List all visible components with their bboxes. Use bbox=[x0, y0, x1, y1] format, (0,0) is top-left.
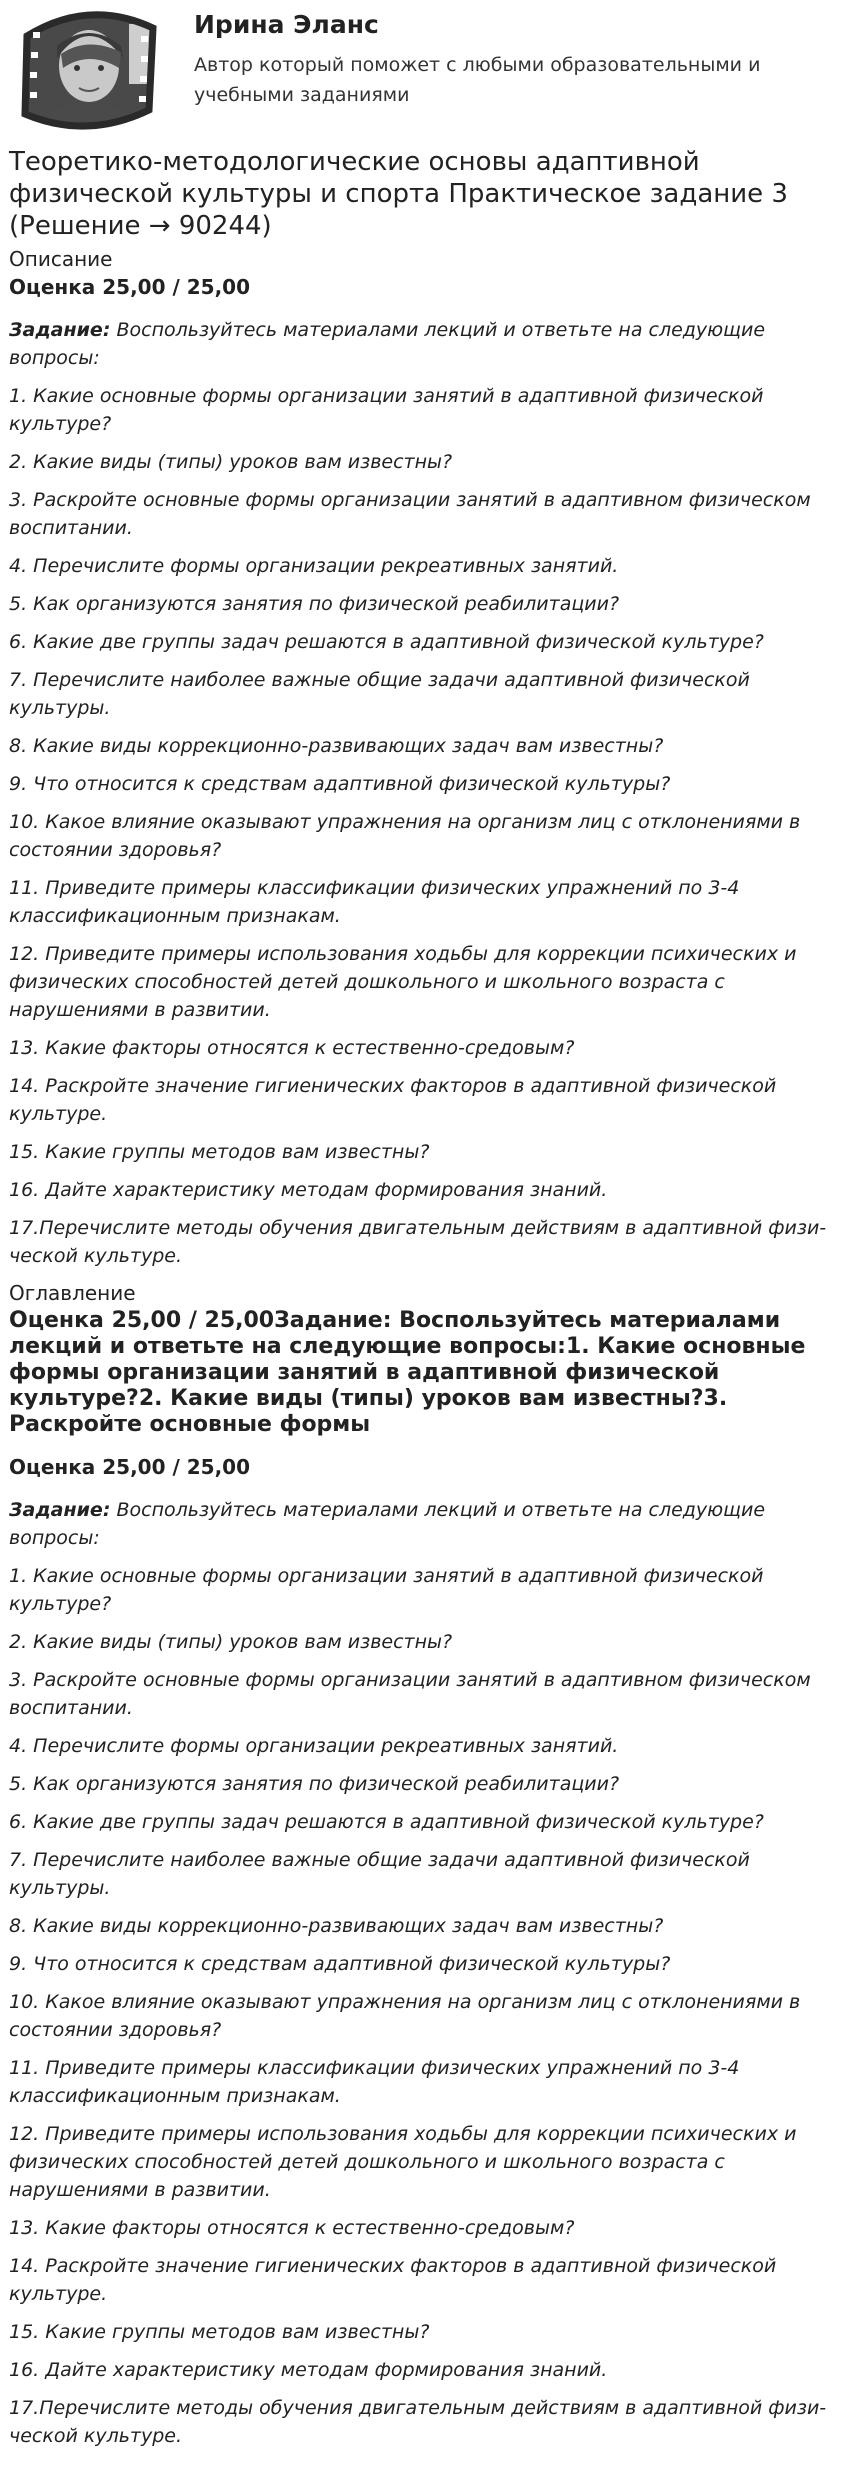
question-item: 8. Какие виды коррекционно-развивающих задач вам известны? bbox=[9, 1915, 664, 1937]
task-paragraph bbox=[9, 316, 838, 372]
question-item: 12. Приведите примеры использования ходьбы для коррекции психических и физических способностей детей дошкольного и школьного возраста с нарушениями в развитии. bbox=[9, 943, 797, 1021]
question-item: 9. Что относится к средствам адаптивной физической культуры? bbox=[9, 1953, 671, 1975]
author-name[interactable]: Ирина Эланс bbox=[194, 10, 379, 39]
question-item: 15. Какие группы методов вам известны? bbox=[9, 2321, 430, 2343]
question-item: 13. Какие факторы относятся к естественно-средовым? bbox=[9, 1037, 575, 1059]
question-item: 5. Как организуются занятия по физической реабилитации? bbox=[9, 1773, 620, 1795]
toc-section bbox=[9, 1280, 838, 2450]
page-title: Теоретико-методологические основы адаптивной физической культуры и спорта Практическое задание 3 (Решение → 90244) bbox=[9, 147, 788, 241]
question-item: 17.Перечислите методы обучения двигательным действиям в адаптивной физи-ческой культуре. bbox=[9, 2397, 827, 2447]
question-item: 8. Какие виды коррекционно-развивающих задач вам известны? bbox=[9, 735, 664, 757]
task-paragraph bbox=[9, 1496, 838, 1552]
question-list bbox=[9, 382, 838, 1270]
question-item: 11. Приведите примеры классификации физических упражнений по 3-4 классификационным признакам. bbox=[9, 877, 740, 927]
question-item: 15. Какие группы методов вам известны? bbox=[9, 1141, 430, 1163]
task-label: Задание: bbox=[9, 319, 111, 341]
task-text: Воспользуйтесь материалами лекций и ответьте на следующие вопросы: bbox=[9, 1499, 766, 1549]
question-item: 4. Перечислите формы организации рекреативных занятий. bbox=[9, 1735, 619, 1757]
question-item: 16. Дайте характеристику методам формирования знаний. bbox=[9, 2359, 608, 2381]
question-item: 10. Какое влияние оказывают упражнения на организм лиц с отклонениями в состоянии здоровья? bbox=[9, 811, 801, 861]
question-item: 11. Приведите примеры классификации физических упражнений по 3-4 классификационным признакам. bbox=[9, 2057, 740, 2107]
question-item: 10. Какое влияние оказывают упражнения на организм лиц с отклонениями в состоянии здоровья? bbox=[9, 1991, 801, 2041]
question-item: 7. Перечислите наиболее важные общие задачи адаптивной физической культуры. bbox=[9, 1849, 750, 1899]
question-item: 14. Раскройте значение гигиенических факторов в адаптивной физической культуре. bbox=[9, 1075, 777, 1125]
author-card bbox=[9, 0, 838, 146]
toc-label: Оглавление bbox=[9, 1281, 136, 1305]
question-item: 9. Что относится к средствам адаптивной физической культуры? bbox=[9, 773, 671, 795]
grade: Оценка 25,00 / 25,00 bbox=[9, 1455, 250, 1479]
question-item: 13. Какие факторы относятся к естественно-средовым? bbox=[9, 2217, 575, 2239]
task-text: Воспользуйтесь материалами лекций и ответьте на следующие вопросы: bbox=[9, 319, 766, 369]
question-item: 6. Какие две группы задач решаются в адаптивной физической культуре? bbox=[9, 1811, 764, 1833]
question-item: 5. Как организуются занятия по физической реабилитации? bbox=[9, 593, 620, 615]
description-section bbox=[9, 246, 838, 1270]
description-label: Описание bbox=[9, 247, 113, 271]
question-item: 16. Дайте характеристику методам формирования знаний. bbox=[9, 1179, 608, 1201]
question-item: 7. Перечислите наиболее важные общие задачи адаптивной физической культуры. bbox=[9, 669, 750, 719]
question-item: 1. Какие основные формы организации занятий в адаптивной физической культуре? bbox=[9, 1565, 764, 1615]
toc-heading: Оценка 25,00 / 25,00Задание: Воспользуйтесь материалами лекций и ответьте на следующие вопросы:1. Какие основные формы организации занятий в адаптивной физической культуре?2. Какие виды (типы) уроков вам известны?3. Раскройте основные формы bbox=[9, 1308, 806, 1437]
question-item: 3. Раскройте основные формы организации занятий в адаптивном физическом воспитании. bbox=[9, 1669, 811, 1719]
question-item: 4. Перечислите формы организации рекреативных занятий. bbox=[9, 555, 619, 577]
question-list bbox=[9, 1562, 838, 2450]
question-item: 17.Перечислите методы обучения двигательным действиям в адаптивной физи-ческой культуре. bbox=[9, 1217, 827, 1267]
question-item: 6. Какие две группы задач решаются в адаптивной физической культуре? bbox=[9, 631, 764, 653]
author-description: Автор который поможет с любыми образовательными и учебными заданиями bbox=[194, 54, 761, 106]
question-item: 3. Раскройте основные формы организации занятий в адаптивном физическом воспитании. bbox=[9, 489, 811, 539]
question-item: 14. Раскройте значение гигиенических факторов в адаптивной физической культуре. bbox=[9, 2255, 777, 2305]
question-item: 1. Какие основные формы организации занятий в адаптивной физической культуре? bbox=[9, 385, 764, 435]
question-item: 2. Какие виды (типы) уроков вам известны? bbox=[9, 1631, 453, 1653]
question-item: 12. Приведите примеры использования ходьбы для коррекции психических и физических способностей детей дошкольного и школьного возраста с нарушениями в развитии. bbox=[9, 2123, 797, 2201]
question-item: 2. Какие виды (типы) уроков вам известны? bbox=[9, 451, 453, 473]
author-avatar[interactable] bbox=[17, 6, 161, 132]
grade: Оценка 25,00 / 25,00 bbox=[9, 275, 250, 299]
task-label: Задание: bbox=[9, 1499, 111, 1521]
